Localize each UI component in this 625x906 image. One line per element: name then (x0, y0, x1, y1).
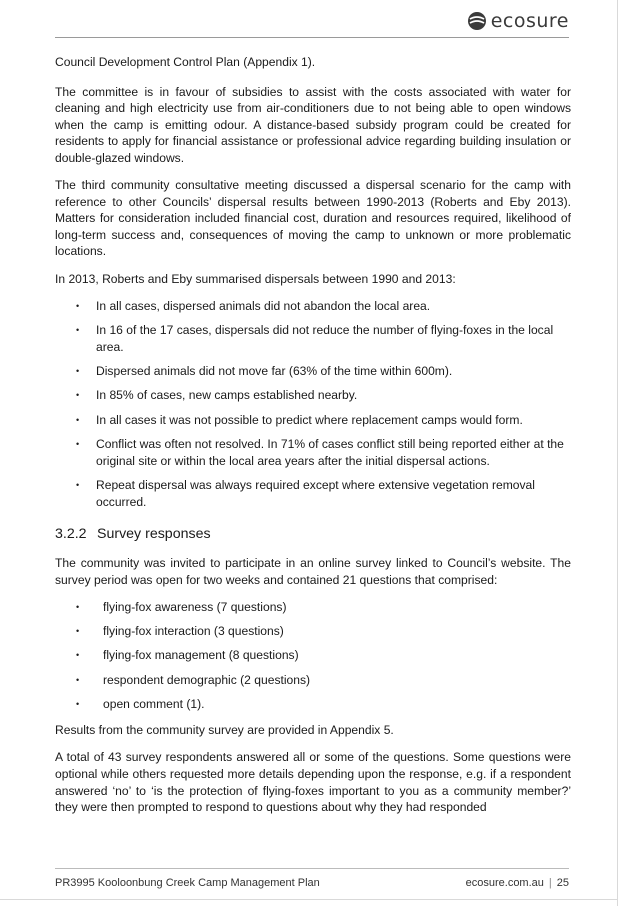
list-item (55, 599, 571, 616)
list-item-text: flying-fox management (8 questions) (103, 648, 299, 663)
header-divider (55, 37, 569, 38)
bullet-icon: • (76, 602, 80, 613)
logo-text: ecosure (490, 10, 569, 32)
list-item-text: In 85% of cases, new camps established nearby. (96, 388, 358, 403)
list-item (55, 477, 571, 510)
section-number: 3.2.2 (55, 526, 87, 543)
list-item (55, 322, 571, 355)
list-item-text: In all cases, dispersed animals did not abandon the local area. (96, 298, 431, 313)
paragraph: The community was invited to participate in an online survey linked to Council’s website. The survey period was open for two weeks and contained 21 questions that comprised: (55, 556, 571, 587)
bullet-icon: • (76, 626, 80, 637)
list-item (55, 412, 571, 429)
list-item (55, 696, 571, 713)
paragraph: A total of 43 survey respondents answered all or some of the questions. Some questions were optional while others requested more details depending upon the response, e.g. if a respondent answered ‘no’ to ‘is the protection of flying-foxes important to you as a community member?’ they were then prompted to respond to questions about why they had responded (55, 750, 571, 815)
dispersal-findings-list (55, 298, 571, 511)
ecosure-logo (467, 10, 569, 32)
section-title: Survey responses (97, 526, 211, 543)
footer-separator: | (548, 877, 552, 889)
list-item (55, 623, 571, 640)
list-item (55, 363, 571, 380)
bullet-icon: • (76, 414, 80, 425)
footer-divider (55, 868, 569, 869)
bullet-icon: • (76, 480, 80, 491)
bullet-icon: • (76, 439, 80, 450)
bullet-icon: • (76, 698, 80, 709)
footer-website: ecosure.com.au (465, 877, 544, 889)
list-item (55, 298, 571, 315)
section-heading (55, 525, 571, 543)
page-number: 25 (556, 877, 569, 889)
paragraph: Results from the community survey are provided in Appendix 5. (55, 723, 394, 738)
footer-right (466, 877, 569, 889)
main-content (55, 54, 571, 826)
bullet-icon: • (76, 674, 80, 685)
list-item-text: Dispersed animals did not move far (63% of the time within 600m). (96, 364, 453, 378)
list-item (55, 387, 571, 404)
list-item-text: Conflict was often not resolved. In 71% of cases conflict still being reported either at the original site or within the local area years after the initial dispersal actions. (96, 437, 564, 468)
list-item-text: In 16 of the 17 cases, dispersals did not reduce the number of flying-foxes in the local area. (96, 323, 554, 354)
paragraph: The committee is in favour of subsidies to assist with the costs associated with water for cleaning and high electricity use from air-conditioners due to not being able to open windows when the camp is emitting odour. A distance-based subsidy program could be created for residents to apply for financial assistance or professional advice regarding building insulation or double-glazed windows. (55, 84, 571, 165)
paragraph: Council Development Control Plan (Appendix 1). (55, 55, 316, 69)
list-item-text: respondent demographic (2 questions) (103, 672, 311, 687)
list-item-text: Repeat dispersal was always required except where extensive vegetation removal occurred. (96, 478, 535, 509)
survey-topics-list (55, 599, 571, 712)
list-item-text: flying-fox awareness (7 questions) (103, 600, 287, 615)
bullet-icon: • (76, 366, 80, 376)
footer-document-title: PR3995 Kooloonbung Creek Camp Management Plan (55, 877, 320, 889)
bullet-icon: • (76, 325, 80, 336)
list-item (55, 672, 571, 689)
list-item (55, 436, 571, 469)
ecosure-logo-icon (467, 11, 487, 31)
bullet-icon: • (76, 300, 80, 311)
list-item-text: In all cases it was not possible to predict where replacement camps would form. (96, 412, 523, 427)
bullet-icon: • (76, 390, 80, 401)
list-item-text: flying-fox interaction (3 questions) (103, 624, 284, 639)
paragraph: In 2013, Roberts and Eby summarised dispersals between 1990 and 2013: (55, 271, 456, 286)
list-item (55, 647, 571, 664)
page-edge-bottom (0, 899, 618, 900)
page-edge-right (617, 0, 618, 906)
bullet-icon: • (76, 650, 80, 661)
list-item-text: open comment (1). (103, 696, 205, 711)
paragraph: The third community consultative meeting discussed a dispersal scenario for the camp with reference to other Councils’ dispersal results between 1990-2013 (Roberts and Eby 2013). Matters for consideration included financial cost, duration and resources required, likelihood of long-term success and, consequences of moving the camp to unknown or more problematic locations. (55, 178, 571, 259)
